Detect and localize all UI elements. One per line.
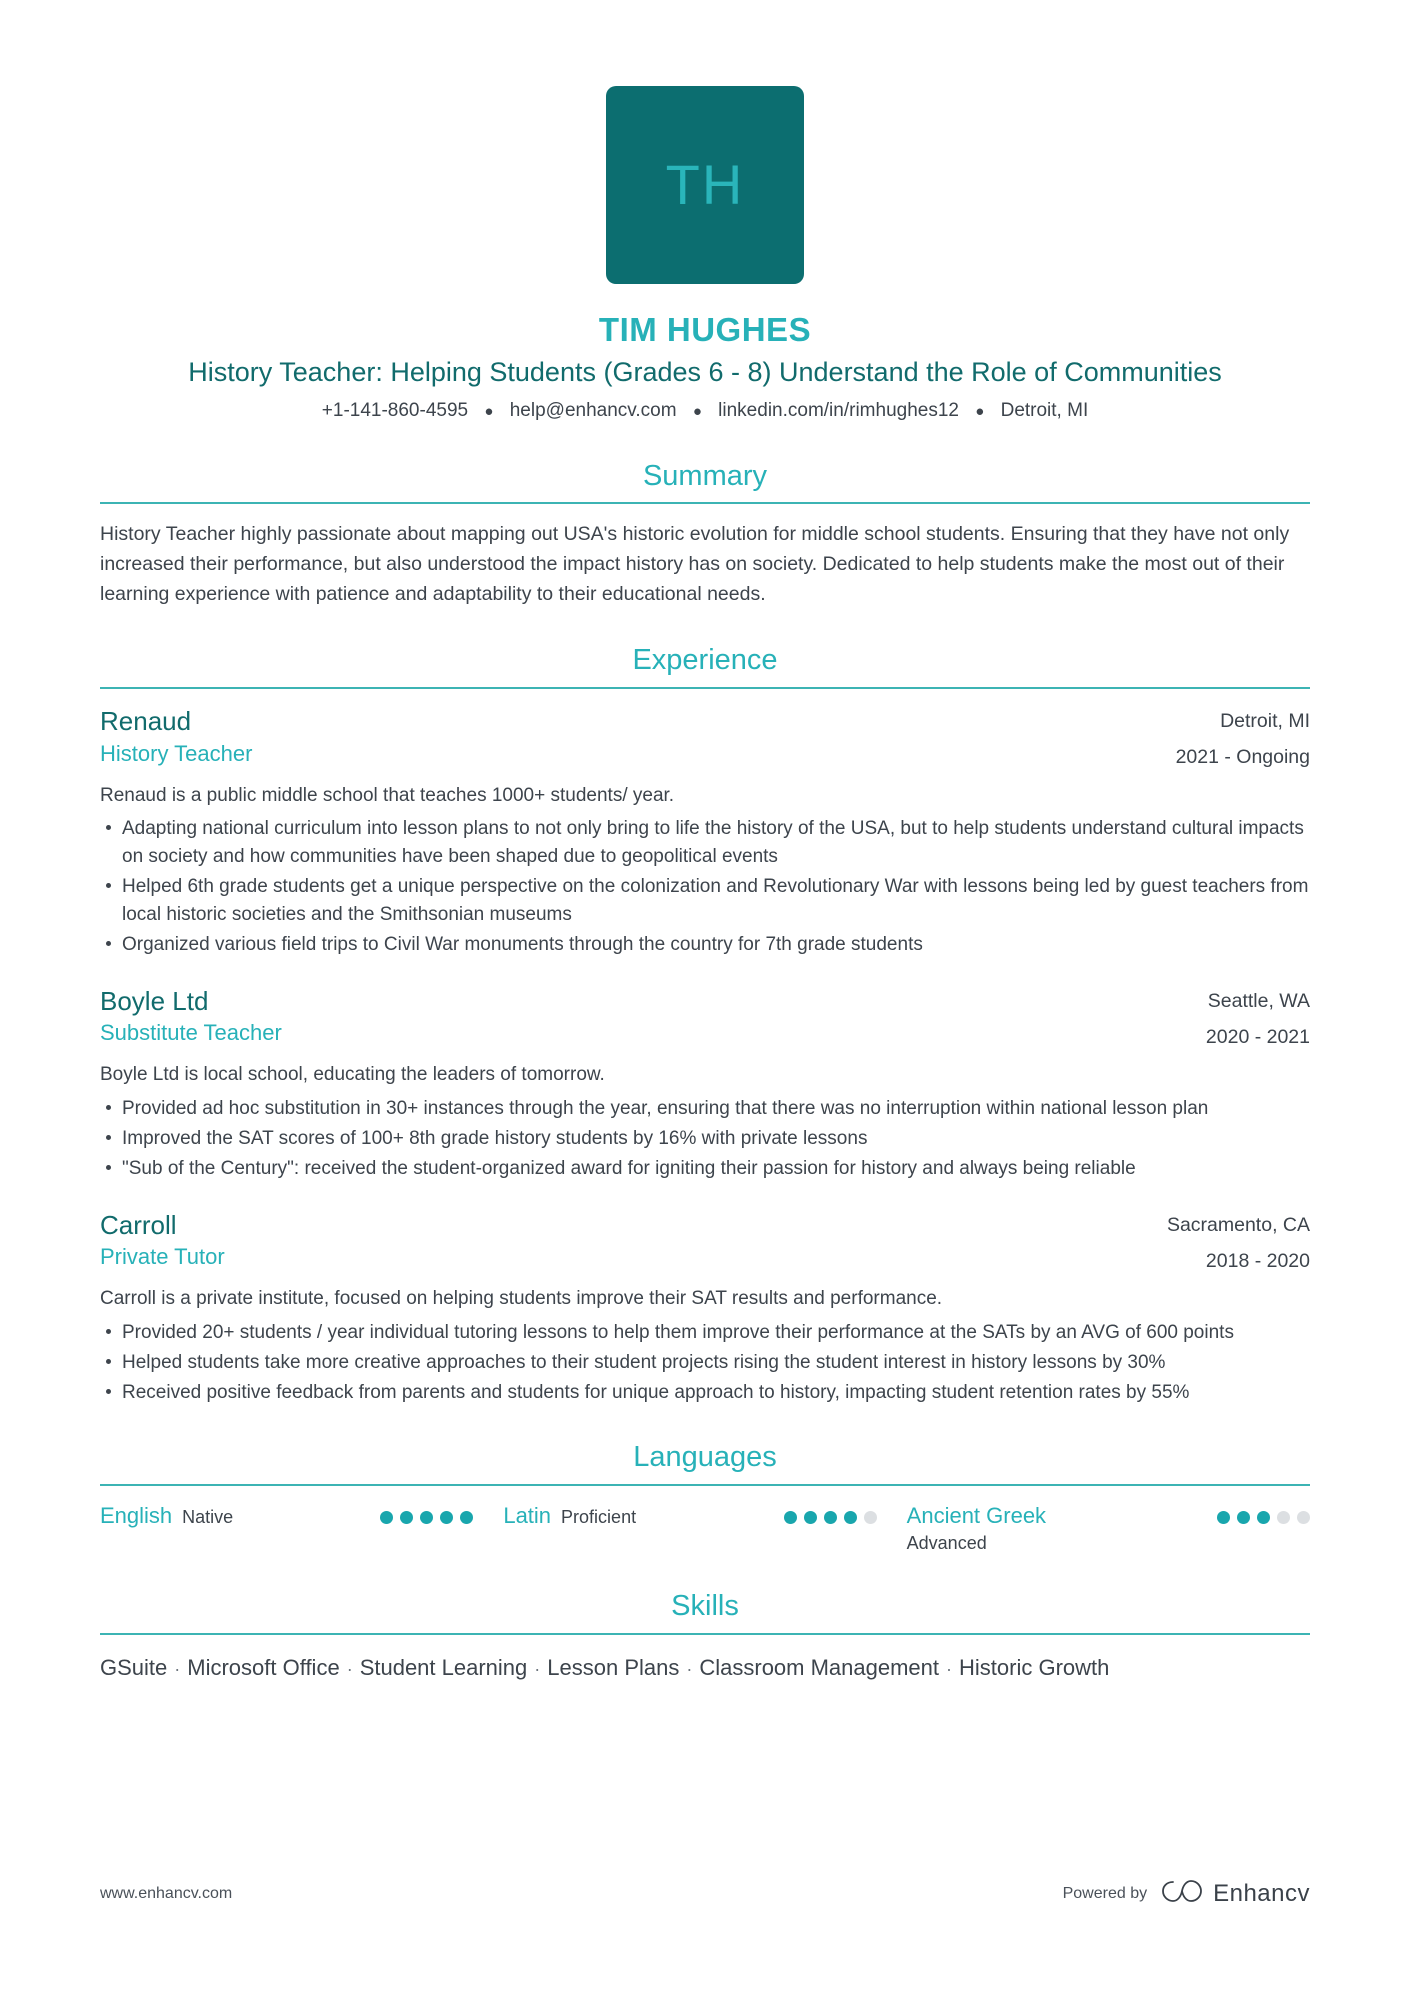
languages-list <box>100 1502 1310 1555</box>
section-title-languages: Languages <box>633 1441 777 1474</box>
job-bullet: Provided 20+ students / year individual tutoring lessons to help them improve their performance at the SATs by an AVG of 600 points <box>100 1319 1310 1347</box>
language-name: Latin <box>503 1503 552 1529</box>
brand-name: Enhancv <box>1213 1879 1310 1907</box>
company-name: Carroll <box>100 1209 177 1240</box>
language-rating <box>784 1502 877 1524</box>
rating-dot-filled <box>1217 1511 1230 1524</box>
rating-dot-empty <box>864 1511 877 1524</box>
job-bullet: Adapting national curriculum into lesson plans to not only bring to life the history of the USA, but to help students understand cultural impacts on society and how communities have been shaped due to geopolitical events <box>100 815 1310 871</box>
skill-item: Student Learning <box>359 1654 528 1680</box>
avatar <box>606 86 804 284</box>
experience-item <box>100 705 1310 959</box>
job-bullets <box>100 815 1310 959</box>
skill-item: Microsoft Office <box>187 1654 340 1680</box>
contact-separator-icon: ● <box>484 402 494 420</box>
language-item <box>907 1502 1310 1555</box>
job-dates: 2021 - Ongoing <box>1175 746 1310 769</box>
page-title: TIM HUGHES <box>598 311 812 348</box>
skill-separator-icon: · <box>534 1658 541 1679</box>
job-bullet: Received positive feedback from parents and students for unique approach to history, impacting student retention rates by 55% <box>100 1379 1310 1407</box>
section-title-skills: Skills <box>671 1590 739 1623</box>
brand-logo <box>1161 1878 1310 1909</box>
job-description: Boyle Ltd is local school, educating the leaders of tomorrow. <box>100 1064 605 1086</box>
language-item <box>100 1502 503 1555</box>
language-rating <box>380 1502 473 1524</box>
job-location: Detroit, MI <box>1220 710 1310 733</box>
section-skills <box>100 1589 1310 1684</box>
skill-item: Classroom Management <box>699 1654 940 1680</box>
language-level: Native <box>182 1507 234 1528</box>
contact-line <box>100 398 1310 425</box>
headline: History Teacher: Helping Students (Grades 6 - 8) Understand the Role of Communities <box>188 357 1222 388</box>
skill-separator-icon: · <box>174 1658 181 1679</box>
section-languages <box>100 1440 1310 1555</box>
job-dates: 2018 - 2020 <box>1205 1249 1310 1272</box>
contact-separator-icon: ● <box>692 402 702 420</box>
contact-email[interactable]: help@enhancv.com <box>509 400 677 422</box>
contact-linkedin[interactable]: linkedin.com/in/rimhughes12 <box>718 400 959 422</box>
job-bullet: Helped students take more creative approaches to their student projects rising the student interest in history lessons by 30% <box>100 1349 1310 1377</box>
contact-location: Detroit, MI <box>1000 400 1089 422</box>
skills-list <box>100 1651 1310 1684</box>
summary-text: History Teacher highly passionate about mapping out USA's historic evolution for middle school students. Ensuring that they have not only increased their performance, but also understood the impact history has on society. Dedicated to help students make the most out of their learning experience with patience and adaptability to their educational needs. <box>100 523 1290 605</box>
rating-dot-filled <box>844 1511 857 1524</box>
footer-url[interactable]: www.enhancv.com <box>100 1884 233 1902</box>
contact-phone[interactable]: +1-141-860-4595 <box>321 400 469 422</box>
rating-dot-filled <box>784 1511 797 1524</box>
experience-item <box>100 985 1310 1183</box>
job-location: Seattle, WA <box>1207 989 1310 1012</box>
rating-dot-filled <box>1237 1511 1250 1524</box>
job-bullet: "Sub of the Century": received the student-organized award for igniting their passion for history and always being reliable <box>100 1155 1310 1183</box>
job-title: History Teacher <box>100 740 253 766</box>
experience-item <box>100 1209 1310 1407</box>
rating-dot-empty <box>1297 1511 1310 1524</box>
company-name: Renaud <box>100 706 192 737</box>
skill-separator-icon: · <box>686 1658 693 1679</box>
language-level: Advanced <box>906 1532 987 1553</box>
language-name: English <box>100 1503 173 1529</box>
section-title-summary: Summary <box>642 459 768 492</box>
section-experience <box>100 643 1310 1406</box>
rating-dot-empty <box>1277 1511 1290 1524</box>
rating-dot-filled <box>400 1511 413 1524</box>
job-bullet: Organized various field trips to Civil War monuments through the country for 7th grade students <box>100 931 1310 959</box>
rating-dot-filled <box>824 1511 837 1524</box>
skill-separator-icon: · <box>946 1658 953 1679</box>
job-bullets <box>100 1095 1310 1183</box>
job-bullet: Provided ad hoc substitution in 30+ instances through the year, ensuring that there was no interruption within national lesson plan <box>100 1095 1310 1123</box>
powered-by-label: Powered by <box>1062 1884 1148 1902</box>
job-title: Private Tutor <box>100 1244 225 1270</box>
job-dates: 2020 - 2021 <box>1205 1026 1310 1049</box>
resume-header <box>100 0 1310 425</box>
skill-separator-icon: · <box>346 1658 353 1679</box>
job-location: Sacramento, CA <box>1166 1213 1310 1236</box>
skill-item: Historic Growth <box>959 1654 1110 1680</box>
section-summary <box>100 459 1310 610</box>
skill-item: GSuite <box>100 1654 168 1680</box>
rating-dot-filled <box>1257 1511 1270 1524</box>
footer <box>100 1878 1310 1909</box>
job-bullet: Helped 6th grade students get a unique perspective on the colonization and Revolutionary War with lessons being led by guest teachers from local historic societies and the Smithsonian museums <box>100 873 1310 929</box>
section-title-experience: Experience <box>632 644 778 677</box>
job-bullets <box>100 1319 1310 1407</box>
rating-dot-filled <box>804 1511 817 1524</box>
job-description: Carroll is a private institute, focused on helping students improve their SAT results and performance. <box>100 1288 943 1310</box>
avatar-initials: TH <box>665 153 745 216</box>
company-name: Boyle Ltd <box>100 985 209 1016</box>
rating-dot-filled <box>460 1511 473 1524</box>
skill-item: Lesson Plans <box>547 1654 680 1680</box>
enhancv-mark-icon <box>1161 1878 1203 1909</box>
contact-separator-icon: ● <box>975 402 985 420</box>
job-title: Substitute Teacher <box>100 1020 282 1046</box>
language-rating <box>1217 1502 1310 1524</box>
job-description: Renaud is a public middle school that teaches 1000+ students/ year. <box>100 784 675 806</box>
language-name: Ancient Greek <box>906 1503 1047 1529</box>
language-item <box>503 1502 906 1555</box>
rating-dot-filled <box>440 1511 453 1524</box>
language-level: Proficient <box>561 1507 637 1528</box>
rating-dot-filled <box>420 1511 433 1524</box>
job-bullet: Improved the SAT scores of 100+ 8th grade history students by 16% with private lessons <box>100 1125 1310 1153</box>
rating-dot-filled <box>380 1511 393 1524</box>
